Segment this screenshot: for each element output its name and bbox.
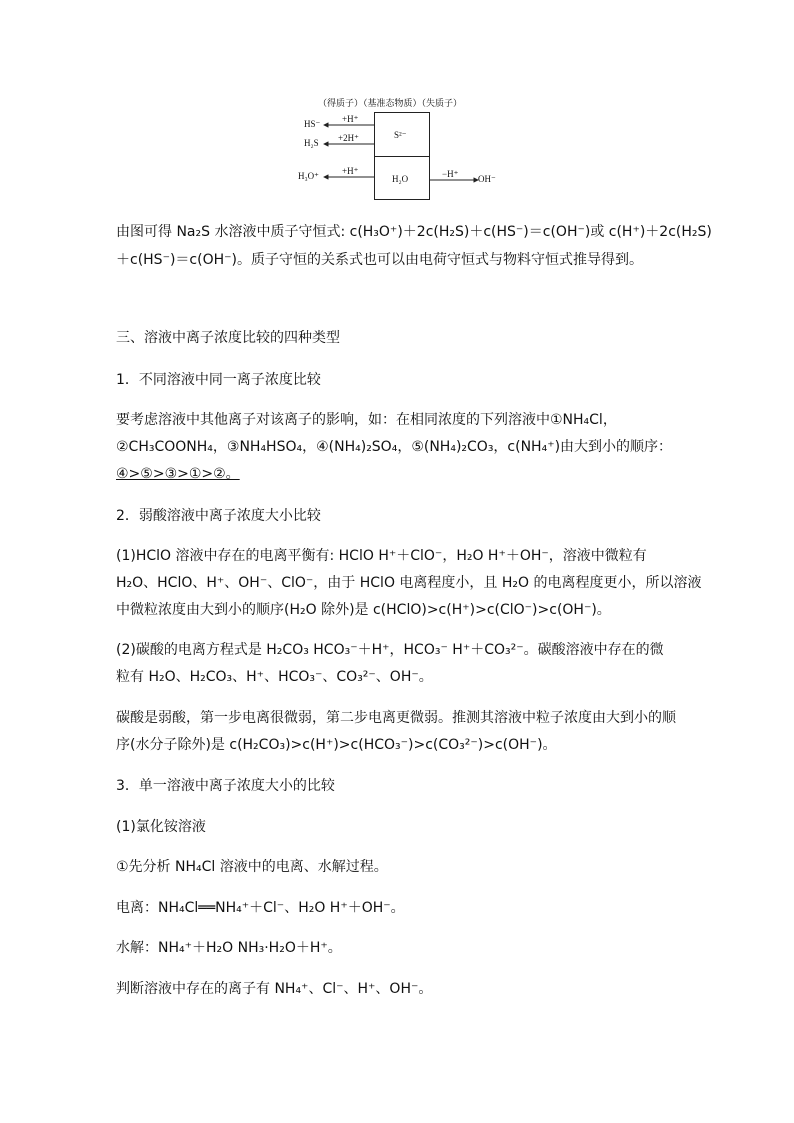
left-species-3: H₃O⁺ (298, 171, 319, 181)
text-line-9: (1)HClO 溶液中存在的电离平衡有: HClO H⁺＋ClO⁻，H₂O H⁺＋OH⁻，溶液中微粒有 (116, 548, 647, 564)
text-line-18: ①先分析 NH₄Cl 溶液中的电离、水解过程。 (116, 859, 388, 875)
left-arrow-label-1: +H⁺ (342, 114, 359, 124)
text-line-13: 粒有 H₂O、H₂CO₃、H⁺、HCO₃⁻、CO₃²⁻、OH⁻。 (116, 669, 433, 685)
text-line-20: 水解：NH₄⁺＋H₂O NH₃·H₂O＋H⁺。 (116, 940, 342, 956)
text-line-5: 要考虑溶液中其他离子对该离子的影响，如：在相同浓度的下列溶液中①NH₄Cl， (116, 412, 617, 428)
subheading-nh4cl: (1)氯化铵溶液 (116, 819, 206, 835)
left-species-1: HS⁻ (304, 119, 321, 129)
text-line-19: 电离：NH₄Cl══NH₄⁺＋Cl⁻、H₂O H⁺＋OH⁻。 (116, 900, 405, 916)
text-line-15: 序(水分子除外)是 c(H₂CO₃)>c(H⁺)>c(HCO₃⁻)>c(CO₃²⁻)>c(OH⁻)。 (116, 737, 557, 753)
subheading-3: 3．单一溶液中离子浓度大小的比较 (116, 778, 335, 794)
text-line-11: 中微粒浓度由大到小的顺序(H₂O 除外)是 c(HClO)>c(H⁺)>c(ClO⁻)>c(OH⁻)。 (116, 602, 611, 618)
right-arrow-label: −H⁺ (442, 169, 459, 179)
text-line-1: 由图可得 Na₂S 水溶液中质子守恒式: c(H₃O⁺)＋2c(H₂S)＋c(HS⁻)＝c(OH⁻)或 c(H⁺)＋2c(H₂S) (116, 224, 712, 240)
left-arrow-label-3: +H⁺ (342, 166, 359, 176)
diagram-arrows (296, 94, 506, 206)
answer-order-1: ④>⑤>③>①>②。 (116, 466, 240, 482)
text-line-12: (2)碳酸的电离方程式是 H₂CO₃ HCO₃⁻＋H⁺，HCO₃⁻ H⁺＋CO₃²⁻。碳酸溶液中存在的微 (116, 642, 664, 658)
subheading-2: 2．弱酸溶液中离子浓度大小比较 (116, 508, 321, 524)
text-line-21: 判断溶液中存在的离子有 NH₄⁺、Cl⁻、H⁺、OH⁻。 (116, 981, 433, 997)
left-arrow-label-2: +2H⁺ (338, 133, 359, 143)
right-species: OH⁻ (478, 174, 496, 184)
left-species-2: H₂S (304, 138, 319, 148)
center-top-species: S²⁻ (394, 130, 407, 140)
center-bottom-species: H₂O (392, 174, 409, 184)
text-line-6: ②CH₃COONH₄，③NH₄HSO₄，④(NH₄)₂SO₄，⑤(NH₄)₂CO₃，c(NH₄⁺)由大到小的顺序： (116, 439, 673, 455)
diagram-header: （得质子）（基准态物质）（失质子） (318, 98, 463, 108)
text-line-14: 碳酸是弱酸，第一步电离很微弱，第二步电离更微弱。推测其溶液中粒子浓度由大到小的顺 (116, 710, 676, 726)
text-line-10: H₂O、HClO、H⁺、OH⁻、ClO⁻，由于 HClO 电离程度小，且 H₂O 的电离程度更小，所以溶液 (116, 575, 702, 591)
text-line-2: ＋c(HS⁻)＝c(OH⁻)。质子守恒的关系式也可以由电荷守恒式与物料守恒式推导得到。 (116, 252, 643, 268)
subheading-1: 1．不同溶液中同一离子浓度比较 (116, 372, 321, 388)
proton-balance-diagram (296, 94, 506, 206)
section-heading-3: 三、溶液中离子浓度比较的四种类型 (116, 330, 340, 346)
